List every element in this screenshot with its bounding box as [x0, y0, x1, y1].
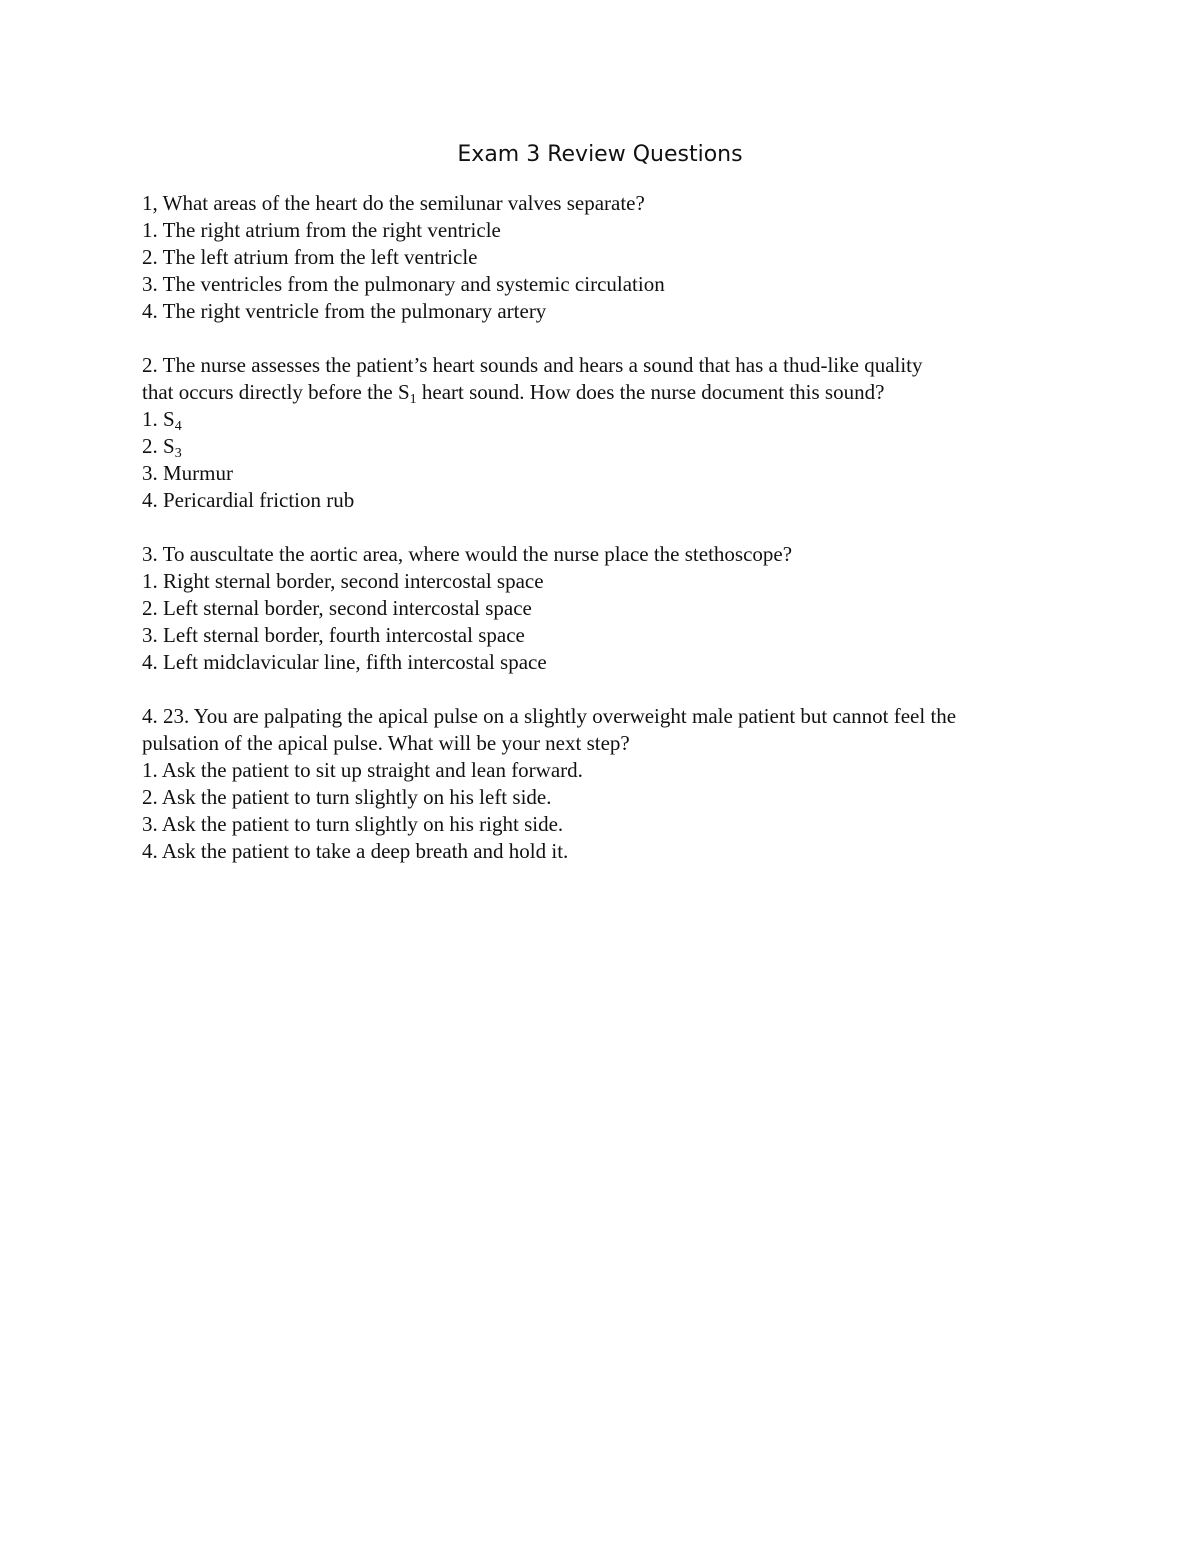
option-text: 1. S [142, 407, 175, 431]
answer-option: 3. Ask the patient to turn slightly on his right side. [142, 812, 564, 836]
question-stem: 4. 23. You are palpating the apical pulse on a slightly overweight male patient but cannot feel the [142, 704, 957, 728]
answer-option: 2. Ask the patient to turn slightly on his left side. [142, 785, 552, 809]
answer-option [142, 433, 1102, 460]
page-title: Exam 3 Review Questions [457, 142, 743, 167]
question-1 [142, 190, 1102, 325]
stem-text: that occurs directly before the S [142, 380, 410, 404]
answer-option: 3. The ventricles from the pulmonary and systemic circulation [142, 272, 665, 296]
answer-option: 4. Left midclavicular line, fifth intercostal space [142, 650, 547, 674]
answer-option: 3. Murmur [142, 461, 233, 485]
question-3 [142, 541, 1102, 676]
stem-text: heart sound. How does the nurse document this sound? [416, 380, 885, 404]
question-stem: 3. To auscultate the aortic area, where would the nurse place the stethoscope? [142, 542, 793, 566]
answer-option: 4. Ask the patient to take a deep breath and hold it. [142, 839, 569, 863]
answer-option: 1. Ask the patient to sit up straight and lean forward. [142, 758, 583, 782]
subscript: 3 [174, 446, 182, 461]
question-stem-continued [142, 379, 1102, 406]
question-list [142, 190, 1102, 892]
subscript: 4 [174, 419, 182, 434]
question-stem: 2. The nurse assesses the patient’s heart sounds and hears a sound that has a thud-like quality [142, 353, 923, 377]
answer-option: 3. Left sternal border, fourth intercostal space [142, 623, 525, 647]
subscript: 1 [409, 392, 417, 407]
answer-option: 4. The right ventricle from the pulmonary artery [142, 299, 547, 323]
answer-option: 1. Right sternal border, second intercostal space [142, 569, 544, 593]
question-4 [142, 703, 1102, 865]
answer-option: 1. The right atrium from the right ventricle [142, 218, 501, 242]
answer-option: 2. Left sternal border, second intercostal space [142, 596, 532, 620]
option-text: 2. S [142, 434, 175, 458]
question-stem: 1, What areas of the heart do the semilunar valves separate? [142, 191, 645, 215]
question-2 [142, 352, 1102, 514]
answer-option: 4. Pericardial friction rub [142, 488, 355, 512]
question-stem-continued: pulsation of the apical pulse. What will be your next step? [142, 731, 630, 755]
answer-option [142, 406, 1102, 433]
answer-option: 2. The left atrium from the left ventricle [142, 245, 478, 269]
